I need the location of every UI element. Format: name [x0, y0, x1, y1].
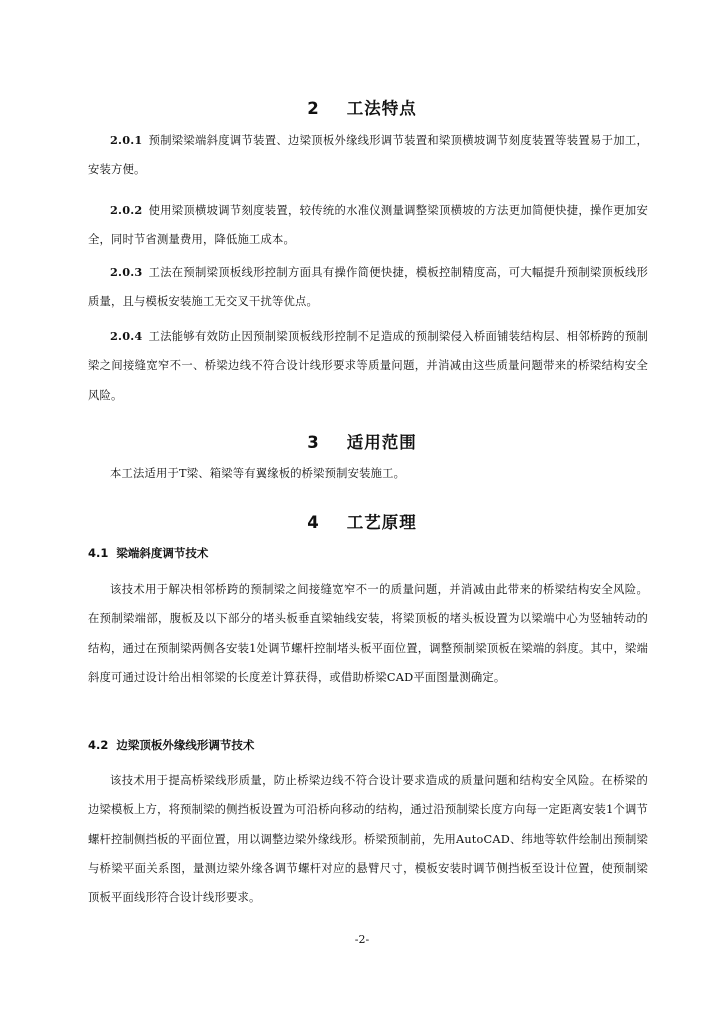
subsection-4-1-heading: 4.1 梁端斜度调节技术 [88, 546, 209, 560]
page-number: -2- [354, 933, 370, 946]
section-2-heading: 2 工法特点 [307, 99, 417, 118]
item-text: 预制梁梁端斜度调节装置、边梁顶板外缘线形调节装置和梁顶横坡调节刻度装置等装置易于加工，安装方便。 [88, 134, 648, 177]
subsection-4-1-text: 该技术用于解决相邻桥跨的预制梁之间接缝宽窄不一的质量问题，并消减由此带来的桥梁结构安全风险。在预制梁端部，腹板及以下部分的堵头板垂直梁轴线安装，将梁顶板的堵头板设置为以梁端中心为竖轴转动的结构，通过在预制梁两侧各安装1处调节螺杆控制堵头板平面位置，调整预制梁顶板在梁端的斜度。其中，梁端斜度可通过设计给出相邻梁的长度差计算获得，或借助桥梁CAD平面图量测确定。 [88, 583, 648, 684]
subsection-4-2-heading: 4.2 边梁顶板外缘线形调节技术 [88, 738, 255, 752]
section-4-heading: 4 工艺原理 [307, 513, 417, 532]
item-number: 2.0.3 [110, 265, 143, 279]
item-number: 2.0.4 [110, 329, 143, 343]
item-number: 2.0.2 [110, 203, 143, 217]
item-2-0-1 [88, 126, 648, 185]
item-2-0-4 [88, 322, 648, 410]
item-text: 工法能够有效防止因预制梁顶板线形控制不足造成的预制梁侵入桥面铺装结构层、相邻桥跨的预制梁之间接缝宽窄不一、桥梁边线不符合设计线形要求等质量问题，并消减由这些质量问题带来的桥梁结构安全风险。 [88, 330, 648, 402]
section-3-text: 本工法适用于T梁、箱梁等有翼缘板的桥梁预制安装施工。 [110, 467, 406, 480]
item-2-0-3 [88, 258, 648, 317]
item-number: 2.0.1 [110, 133, 143, 147]
item-text: 使用梁顶横坡调节刻度装置，较传统的水准仪测量调整梁顶横坡的方法更加简便快捷，操作更加安全，同时节省测量费用，降低施工成本。 [88, 204, 648, 247]
subsection-4-2-text: 该技术用于提高桥梁线形质量，防止桥梁边线不符合设计要求造成的质量问题和结构安全风险。在桥梁的边梁模板上方，将预制梁的侧挡板设置为可沿桥向移动的结构，通过沿预制梁长度方向每一定距离安装1个调节螺杆控制侧挡板的平面位置，用以调整边梁外缘线形。桥梁预制前，先用AutoCAD、纬地等软件绘制出预制梁与桥梁平面关系图，量测边梁外缘各调节螺杆对应的悬臂尺寸，模板安装时调节侧挡板至设计位置，使预制梁顶板平面线形符合设计线形要求。 [88, 774, 648, 905]
item-2-0-2 [88, 196, 648, 255]
item-text: 工法在预制梁顶板线形控制方面具有操作简便快捷，模板控制精度高，可大幅提升预制梁顶板线形质量，且与模板安装施工无交叉干扰等优点。 [88, 266, 648, 309]
section-3-heading: 3 适用范围 [307, 433, 417, 452]
